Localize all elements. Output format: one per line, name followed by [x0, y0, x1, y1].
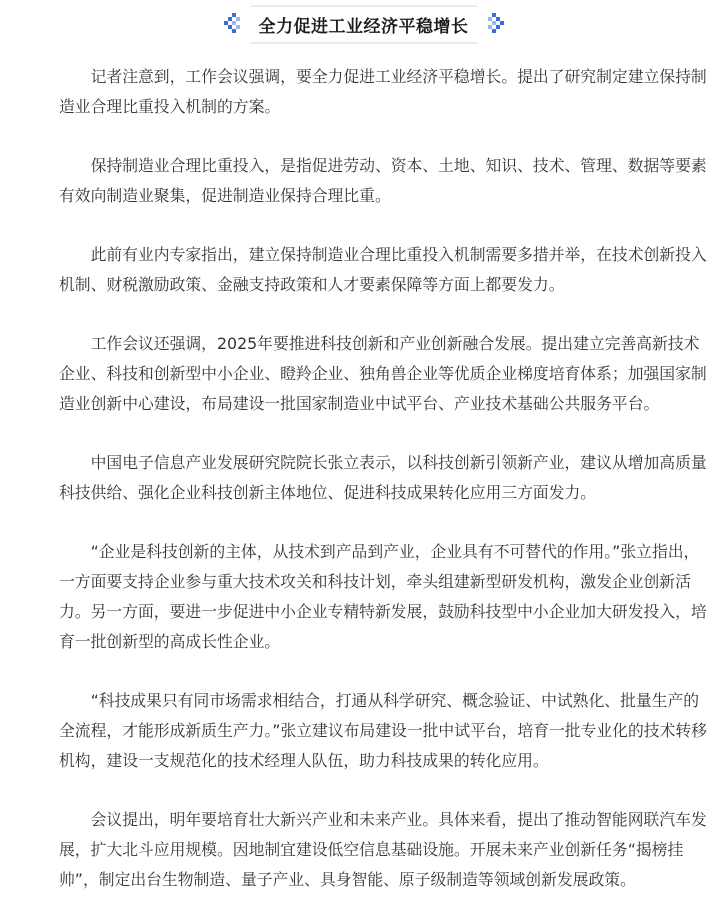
section-title: 全力促进工业经济平稳增长 — [251, 5, 477, 44]
chevron-left-icon — [223, 11, 241, 37]
article-paragraph: 此前有业内专家指出，建立保持制造业合理比重投入机制需要多措并举，在技术创新投入机制、财税激励政策、金融支持政策和人才要素保障等方面上都要发力。 — [59, 245, 707, 294]
section-header — [0, 6, 727, 42]
article-paragraph: 中国电子信息产业发展研究院院长张立表示，以科技创新引领新产业，建议从增加高质量科技供给、强化企业科技创新主体地位、促进科技成果转化应用三方面发力。 — [59, 453, 707, 502]
article-paragraph: 记者注意到，工作会议强调，要全力促进工业经济平稳增长。提出了研究制定建立保持制造业合理比重投入机制的方案。 — [59, 67, 707, 116]
section-title-box — [223, 5, 505, 44]
article-paragraph: 工作会议还强调，2025年要推进科技创新和产业创新融合发展。提出建立完善高新技术企业、科技和创新型中小企业、瞪羚企业、独角兽企业等优质企业梯度培育体系；加强国家制造业创新中心建设，布局建设一批国家制造业中试平台、产业技术基础公共服务平台。 — [59, 334, 707, 413]
chevron-right-icon — [487, 11, 505, 37]
article-paragraph: 会议提出，明年要培育壮大新兴产业和未来产业。具体来看，提出了推动智能网联汽车发展，扩大北斗应用规模。因地制宜建设低空信息基础设施。开展未来产业创新任务“揭榜挂帅”，制定出台生物制造、量子产业、具身智能、原子级制造等领域创新发展政策。 — [59, 810, 707, 889]
article-body — [59, 62, 711, 924]
article-paragraph: “企业是科技创新的主体，从技术到产品到产业，企业具有不可替代的作用。”张立指出，一方面要支持企业参与重大技术攻关和科技计划，牵头组建新型研发机构，激发企业创新活力。另一方面，要进一步促进中小企业专精特新发展，鼓励科技型中小企业加大研发投入，培育一批创新型的高成长性企业。 — [59, 542, 707, 651]
article-paragraph: 保持制造业合理比重投入，是指促进劳动、资本、土地、知识、技术、管理、数据等要素有效向制造业聚集，促进制造业保持合理比重。 — [59, 156, 707, 205]
article-paragraph: “科技成果只有同市场需求相结合，打通从科学研究、概念验证、中试熟化、批量生产的全流程，才能形成新质生产力。”张立建议布局建设一批中试平台，培育一批专业化的技术转移机构，建设一支规范化的技术经理人队伍，助力科技成果的转化应用。 — [59, 691, 707, 770]
